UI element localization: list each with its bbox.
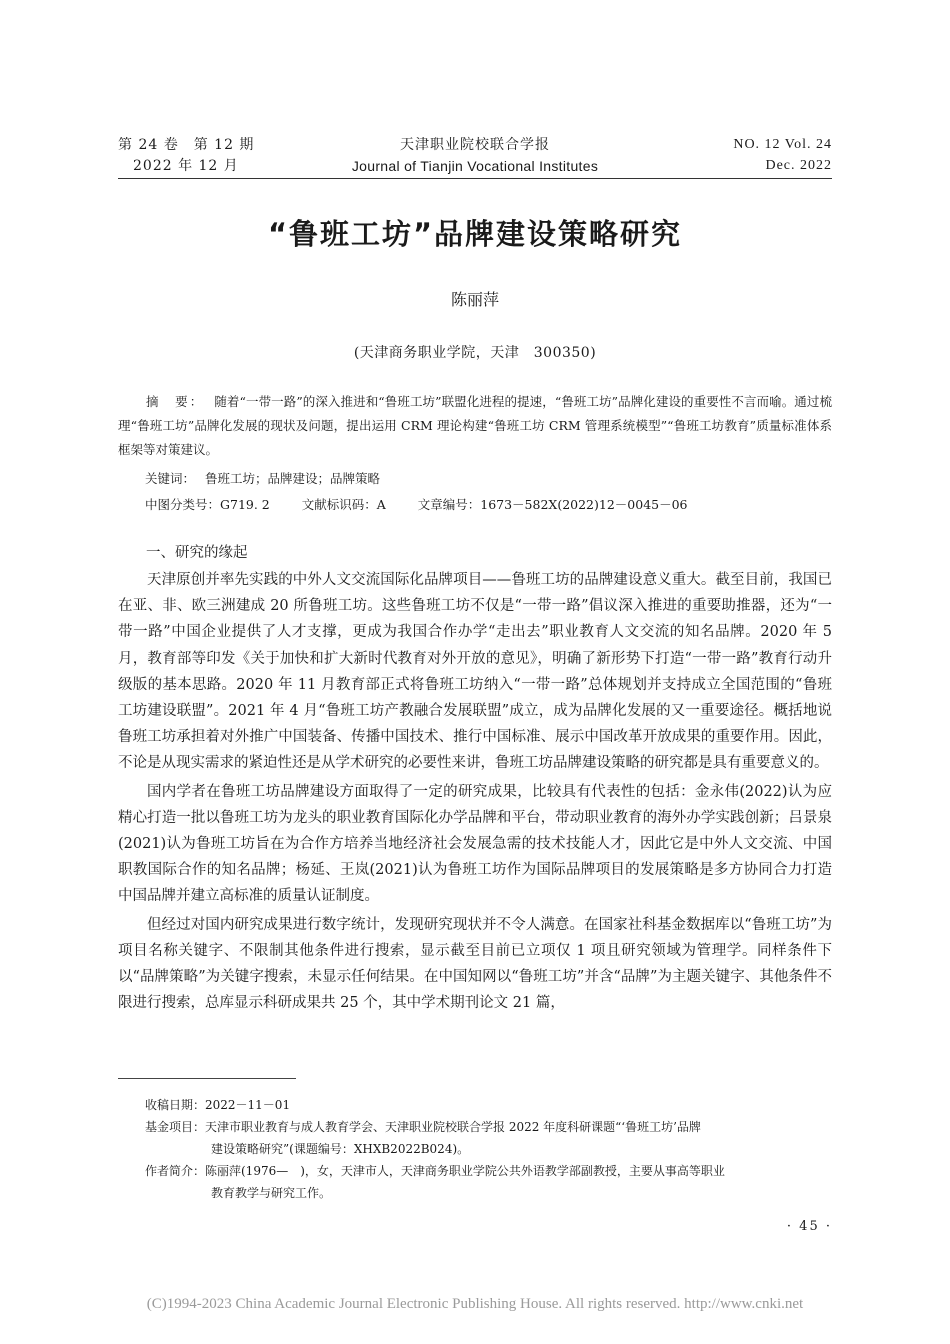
copyright-footer: (C)1994-2023 China Academic Journal Electronic Publishing House. All rights reserved. http://www.cnki.net xyxy=(146,1296,804,1312)
classification-line xyxy=(145,495,716,513)
article-number: 文章编号：1673－582X(2022)12－0045－06 xyxy=(417,497,688,512)
abstract-label: 摘 要： xyxy=(146,394,205,409)
bio-line-2: 教育教学与研究工作。 xyxy=(211,1186,332,1200)
bio-line-1: 作者简介：陈丽萍(1976— )，女，天津市人，天津商务职业学院公共外语教学部副教授，主要从事高等职业 xyxy=(145,1164,725,1178)
paper-title: “鲁班工坊”品牌建设策略研究 xyxy=(267,217,683,251)
journal-name-en: Journal of Tianjin Vocational Institutes xyxy=(351,158,599,174)
issue-en: NO. 12 Vol. 24 xyxy=(733,137,832,152)
clc-number: 中图分类号：G719. 2 xyxy=(145,497,270,512)
paragraph: 天津原创并率先实践的中外人文交流国际化品牌项目——鲁班工坊的品牌建设意义重大。截至目前，我国已在亚、非、欧三洲建成 20 所鲁班工坊。这些鲁班工坊不仅是“一带一路”倡议深入推进的重要助推器，还为“一带一路”中国企业提供了人才支撑，更成为我国合作办学“走出去”职业教育人文交流的知名品牌。2020 年 5 月，教育部等印发《关于加快和扩大新时代教育对外开放的意见》，明确了新形势下打造“一带一路”教育行动升级版的基本思路。2020 年 11 月教育部正式将鲁班工坊纳入“一带一路”总体规划并支持成立全国范围的“鲁班工坊建设联盟”。2021 年 4 月“鲁班工坊产教融合发展联盟”成立，成为品牌化发展的又一重要途径。概括地说鲁班工坊承担着对外推广中国装备、传播中国技术、推行中国标准、展示中国改革开放成果的重要作用。因此，不论是从现实需求的紧迫性还是从学术研究的必要性来讲，鲁班工坊品牌建设策略的研究都是具有重要意义的。 xyxy=(118,572,832,772)
body-text xyxy=(118,567,832,1018)
abstract xyxy=(118,390,832,462)
footnotes xyxy=(145,1094,825,1204)
fund-line-1: 基金项目：天津市职业教育与成人教育学会、天津职业院校联合学报 2022 年度科研课题“‘鲁班工坊’品牌 xyxy=(145,1120,701,1134)
publication-date: 2022 年 12 月 xyxy=(133,158,239,174)
section-heading: 一、研究的缘起 xyxy=(146,545,248,561)
journal-name-cn: 天津职业院校联合学报 xyxy=(400,137,550,153)
keywords-label: 关键词： xyxy=(145,471,196,486)
paragraph: 国内学者在鲁班工坊品牌建设方面取得了一定的研究成果，比较具有代表性的包括：金永伟(2022)认为应精心打造一批以鲁班工坊为龙头的职业教育国际化办学品牌和平台，带动职业教育的海外办学实践创新；吕景泉(2021)认为鲁班工坊旨在为合作方培养当地经济社会发展急需的技术技能人才，因此它是中外人文交流、中国职教国际合作的知名品牌；杨延、王岚(2021)认为鲁班工坊作为国际品牌项目的发展策略是多方协同合力打造中国品牌并建立高标准的质量认证制度。 xyxy=(118,783,832,905)
author-name: 陈丽萍 xyxy=(450,290,499,309)
document-code: 文献标识码：A xyxy=(301,497,386,512)
paragraph: 但经过对国内研究成果进行数字统计，发现研究现状并不令人满意。在国家社科基金数据库以“鲁班工坊”为项目名称关键字、不限制其他条件进行搜索，显示截至目前已立项仅 1 项且研究领域为管理学。同样条件下以“品牌策略”为关键字搜索，未显示任何结果。在中国知网以“鲁班工坊”并含“品牌”为主题关键字、其他条件不限进行搜索，总库显示科研成果共 25 个，其中学术期刊论文 21 篇， xyxy=(118,916,832,1012)
author-affiliation: (天津商务职业学院，天津 300350) xyxy=(353,345,597,361)
received-date: 收稿日期：2022－11－01 xyxy=(145,1098,291,1112)
abstract-text: 随着“一带一路”的深入推进和“鲁班工坊”联盟化进程的提速，“鲁班工坊”品牌化建设的重要性不言而喻。通过梳理“鲁班工坊”品牌化发展的现状及问题，提出运用 CRM 理论构建“鲁班工坊 CRM 管理系统模型”“鲁班工坊教育”质量标准体系框架等对策建议。 xyxy=(118,394,832,457)
keywords xyxy=(145,469,408,487)
keywords-text: 鲁班工坊；品牌建设；品牌策略 xyxy=(205,471,381,486)
date-en: Dec. 2022 xyxy=(765,158,832,173)
footnote-rule xyxy=(118,1078,296,1079)
fund-line-2: 建设策略研究”(课题编号：XHXB2022B024)。 xyxy=(211,1142,470,1156)
page-number: · 45 · xyxy=(786,1219,832,1234)
header-rule xyxy=(118,178,832,179)
volume-issue: 第 24 卷 第 12 期 xyxy=(118,137,255,153)
